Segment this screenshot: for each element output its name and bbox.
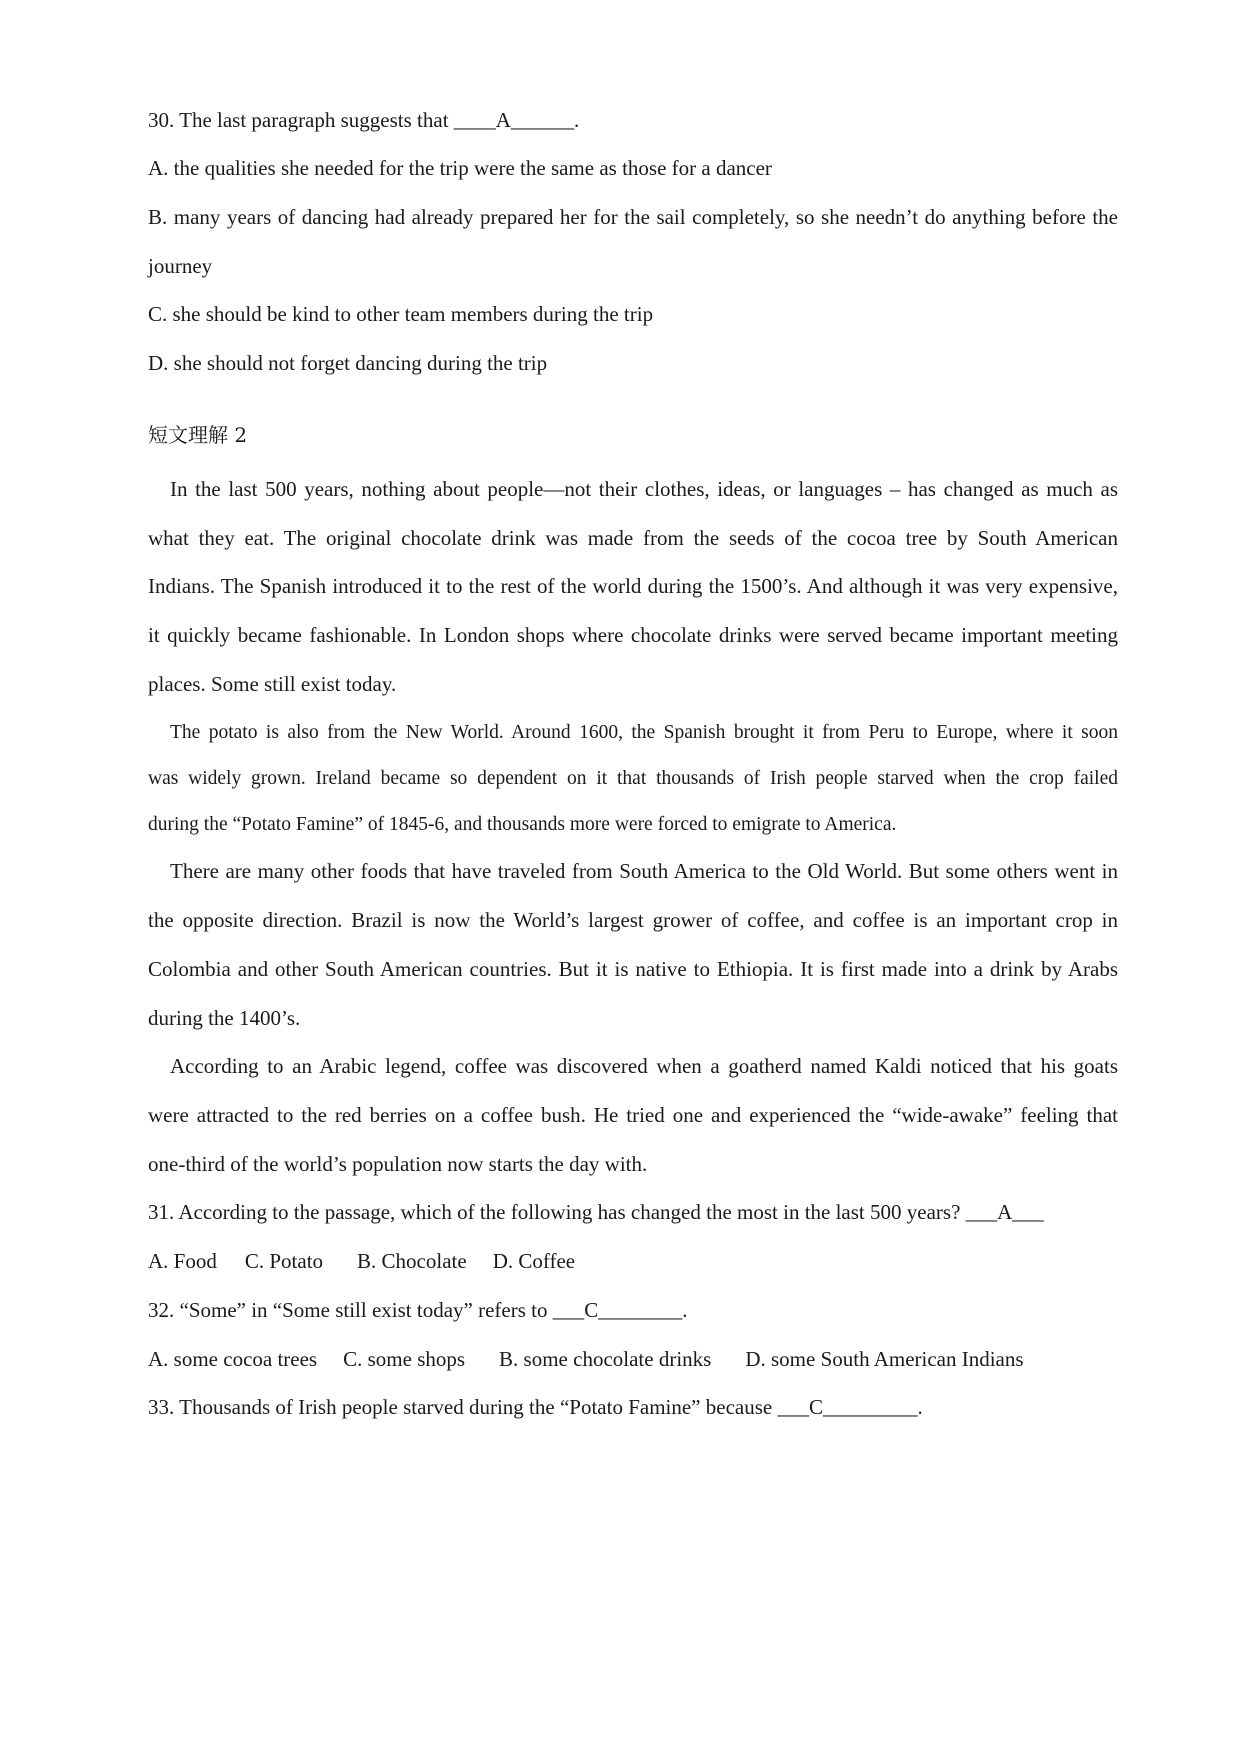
question-31-option: D. Coffee (492, 1249, 576, 1273)
question-31-stem: 31. According to the passage, which of the following has changed the most in the last 500 years? ___A___ (148, 1200, 1044, 1224)
paragraph-4-line: were attracted to the red berries on a coffee bush. He tried one and experienced the “wide-awake” feeling that (148, 1103, 1118, 1127)
question-32-option: C. some shops (343, 1347, 466, 1371)
question-30-option-a: A. the qualities she needed for the trip were the same as those for a dancer (148, 156, 772, 180)
question-32-option: A. some cocoa trees (148, 1347, 318, 1371)
paragraph-3-line: There are many other foods that have traveled from South America to the Old World. But some others went in (170, 859, 1118, 883)
paragraph-4-line: According to an Arabic legend, coffee was discovered when a goatherd named Kaldi noticed that his goats (170, 1054, 1118, 1078)
question-31-option: C. Potato (244, 1249, 324, 1273)
paragraph-3-line: the opposite direction. Brazil is now the World’s largest grower of coffee, and coffee is an important crop in (148, 908, 1118, 932)
paragraph-3-line: during the 1400’s. (148, 1006, 301, 1030)
question-32-option: B. some chocolate drinks (499, 1347, 712, 1371)
question-31-option: A. Food (148, 1249, 217, 1273)
question-30-option-d: D. she should not forget dancing during the trip (148, 351, 548, 375)
question-31-options (148, 1251, 575, 1272)
question-30-option-b-line-1: B. many years of dancing had already prepared her for the sail completely, so she needn’t do anything before the (148, 205, 1118, 229)
question-30-option-b-line-2: journey (148, 254, 213, 278)
paragraph-1-line: what they eat. The original chocolate drink was made from the seeds of the cocoa tree by South American (148, 526, 1118, 550)
question-31-option: B. Chocolate (357, 1249, 467, 1273)
paragraph-2-line: during the “Potato Famine” of 1845-6, and thousands more were forced to emigrate to America. (148, 814, 897, 835)
question-32-option: D. some South American Indians (745, 1347, 1024, 1371)
paragraph-1-line: places. Some still exist today. (148, 672, 397, 696)
question-32-stem: 32. “Some” in “Some still exist today” refers to ___C________. (148, 1298, 688, 1322)
paragraph-4-line: one-third of the world’s population now starts the day with. (148, 1152, 648, 1176)
question-32-options (148, 1349, 1024, 1370)
question-30-stem: 30. The last paragraph suggests that ____A______. (148, 108, 580, 132)
question-33-stem: 33. Thousands of Irish people starved during the “Potato Famine” because ___C_________. (148, 1395, 923, 1419)
section-title: 短文理解 2 (148, 423, 248, 447)
paragraph-2-line: The potato is also from the New World. Around 1600, the Spanish brought it from Peru to Europe, where it soon (170, 722, 1118, 743)
paragraph-3-line: Colombia and other South American countries. But it is native to Ethiopia. It is first made into a drink by Arabs (148, 957, 1118, 981)
paragraph-2-line: was widely grown. Ireland became so dependent on it that thousands of Irish people starved when the crop failed (148, 768, 1118, 789)
question-30-option-c: C. she should be kind to other team members during the trip (148, 302, 654, 326)
paragraph-1-line: Indians. The Spanish introduced it to the rest of the world during the 1500’s. And although it was very expensive, (148, 574, 1118, 598)
paragraph-1-line: it quickly became fashionable. In London shops where chocolate drinks were served became important meeting (148, 623, 1118, 647)
paragraph-1-line: In the last 500 years, nothing about people—not their clothes, ideas, or languages – has changed as much as (170, 477, 1118, 501)
